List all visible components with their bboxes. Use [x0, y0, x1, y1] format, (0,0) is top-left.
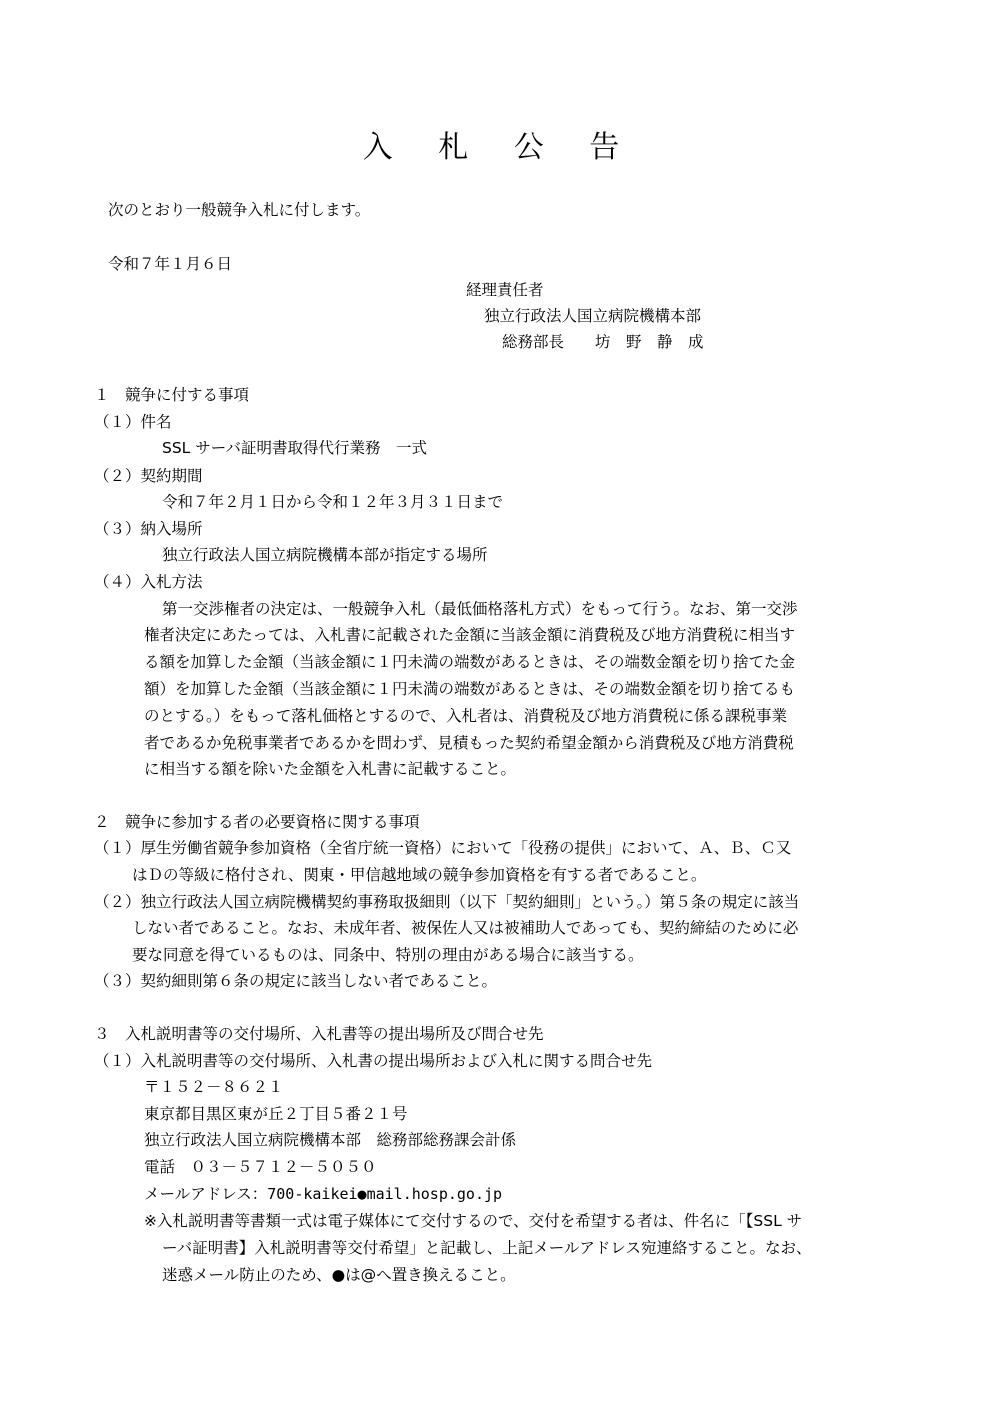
- s2-item2-line: （２）独立行政法人国立病院機構契約事務取扱細則（以下「契約細則」という。）第５条の規定に該当: [94, 893, 800, 911]
- contact-department: 独立行政法人国立病院機構本部 総務部総務課会計係: [144, 1131, 517, 1149]
- page-title: 入 札 公 告: [362, 130, 638, 165]
- s3-note-line: 迷惑メール防止のため、●は@へ置き換えること。: [162, 1266, 516, 1284]
- issuer-role: 経理責任者: [466, 281, 544, 299]
- s2-item3: （３）契約細則第６条の規定に該当しない者であること。: [94, 972, 498, 990]
- s1-item4-line: に相当する額を除いた金額を入札書に記載すること。: [144, 760, 517, 778]
- s1-item3-label: （３）納入場所: [94, 520, 203, 538]
- s1-item4-line: 者であるか免税事業者であるかを問わず、見積もった契約希望金額から消費税及び地方消費税: [144, 734, 794, 752]
- issuer-org: 独立行政法人国立病院機構本部: [484, 307, 702, 325]
- s1-item4-line: 額）を加算した金額（当該金額に１円未満の端数があるときは、その端数金額を切り捨てるも: [144, 680, 796, 698]
- s3-note-line: ーバ証明書】入札説明書等交付希望」と記載し、上記メールアドレス宛連絡すること。なお、: [162, 1239, 812, 1257]
- contact-phone: 電話 ０３－５７１２－５０５０: [144, 1158, 377, 1176]
- s1-item3-value: 独立行政法人国立病院機構本部が指定する場所: [162, 546, 488, 564]
- contact-email-row: [144, 1184, 502, 1204]
- s1-item1-label: （１）件名: [94, 413, 172, 431]
- section-2-heading: ２ 競争に参加する者の必要資格に関する事項: [94, 813, 420, 831]
- s1-item4-line: 権者決定にあたっては、入札書に記載された金額に当該金額に消費税及び地方消費税に相当す: [144, 626, 796, 644]
- s2-item2-line: 要な同意を得ているものは、同条中、特別の理由がある場合に該当する。: [132, 946, 644, 964]
- section-3-heading: ３ 入札説明書等の交付場所、入札書等の提出場所及び問合せ先: [94, 1025, 544, 1043]
- issuer-name: 総務部長 坊 野 静 成: [502, 333, 704, 351]
- s1-item4-line: のとする。）をもって落札価格とするので、入札者は、消費税及び地方消費税に係る課税事業: [144, 707, 787, 725]
- section-1-heading: １ 競争に付する事項: [94, 386, 250, 404]
- notice-date: 令和７年１月６日: [108, 255, 233, 273]
- email-label: メールアドレス：: [144, 1185, 268, 1203]
- contact-postal-code: 〒１５２－８６２１: [144, 1078, 284, 1096]
- s1-item4-label: （４）入札方法: [94, 573, 203, 591]
- s2-item1-line: （１）厚生労働省競争参加資格（全省庁統一資格）において「役務の提供」において、Ａ、Ｂ、Ｃ又: [94, 839, 792, 857]
- s1-item2-label: （２）契約期間: [94, 467, 203, 485]
- email-address: 700-kaikei●mail.hosp.go.jp: [267, 1185, 503, 1203]
- contact-address: 東京都目黒区東が丘２丁目５番２１号: [144, 1105, 408, 1123]
- s1-item4-line: る額を加算した金額（当該金額に１円未満の端数があるときは、その端数金額を切り捨てた金: [144, 653, 796, 671]
- s2-item1-line: はＤの等級に格付され、関東・甲信越地域の競争参加資格を有する者であること。: [132, 866, 707, 884]
- s3-note-line: ※入札説明書等書類一式は電子媒体にて交付するので、交付を希望する者は、件名に「【SSL サ: [144, 1212, 803, 1230]
- s1-item4-line: 第一交渉権者の決定は、一般競争入札（最低価格落札方式）をもって行う。なお、第一交渉: [162, 600, 798, 618]
- intro-text: 次のとおり一般競争入札に付します。: [108, 201, 371, 219]
- s2-item2-line: しない者であること。なお、未成年者、被保佐人又は被補助人であっても、契約締結のために必: [132, 919, 799, 937]
- s1-item1-value: SSL サーバ証明書取得代行業務 一式: [162, 439, 427, 457]
- s3-item1-label: （１）入札説明書等の交付場所、入札書の提出場所および入札に関する問合せ先: [94, 1052, 653, 1070]
- s1-item2-value: 令和７年２月１日から令和１２年３月３１日まで: [162, 493, 504, 511]
